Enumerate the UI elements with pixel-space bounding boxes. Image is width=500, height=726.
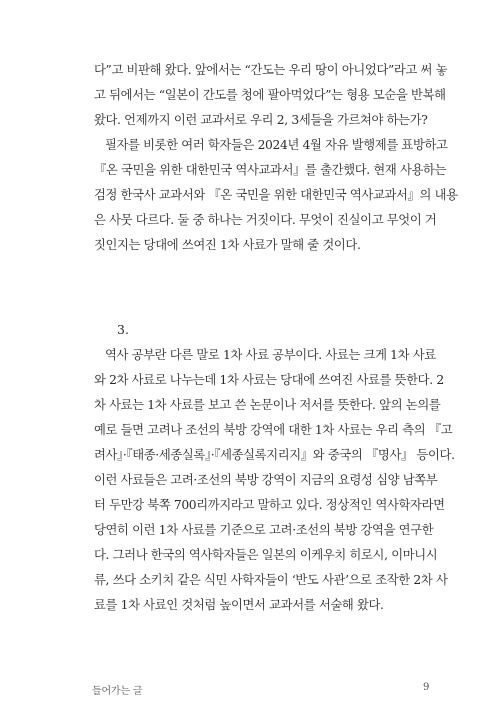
paragraph-3-line-6: 이런 사료들은 고려·조선의 북방 강역이 지금의 요령성 심양 남쪽부	[94, 473, 438, 487]
paragraph-3-line-1: 역사 공부란 다른 말로 1차 사료 공부이다. 사료는 크게 1차 사료	[105, 348, 436, 362]
running-footer-title: 들어가는 글	[92, 686, 143, 697]
paragraph-1-line-1: 다”고 비판해 왔다. 앞에서는 “간도는 우리 땅이 아니었다”라고 써 놓	[94, 63, 448, 77]
paragraph-1-line-3: 왔다. 언제까지 이런 교과서로 우리 2, 3세들을 가르쳐야 하는가?	[94, 113, 428, 127]
paragraph-3-line-3: 차 사료는 1차 사료를 보고 쓴 논문이나 저서를 뜻한다. 앞의 논의를	[94, 398, 441, 412]
paragraph-3-line-10: 류, 쓰다 소키치 같은 식민 사학자들이 ‘반도 사관’으로 조작한 2차 사	[94, 573, 448, 587]
section-number: 3.	[117, 322, 129, 337]
paragraph-2-line-2: 『온 국민을 위한 대한민국 역사교과서』를 출간했다. 현재 사용하는	[94, 163, 447, 177]
paragraph-2-line-1: 필자를 비롯한 여러 학자들은 2024년 4월 자유 발행제를 표방하고	[105, 138, 448, 152]
paragraph-3-line-8: 당연히 이런 1차 사료를 기준으로 고려·조선의 북방 강역을 연구한	[94, 523, 434, 537]
paragraph-1-line-2: 고 뒤에서는 “일본이 간도를 청에 팔아먹었다”는 형용 모순을 반복해	[94, 88, 446, 102]
paragraph-3-line-5: 려사』·『태종·세종실록』·『세종실록지리지』와 중국의 『명사』 등이다.	[94, 448, 455, 462]
paragraph-3-line-2: 와 2차 사료로 나누는데 1차 사료는 당대에 쓰여진 사료를 뜻한다. 2	[94, 373, 444, 387]
paragraph-2-line-5: 짓인지는 당대에 쓰여진 1차 사료가 말해 줄 것이다.	[94, 238, 361, 252]
paragraph-2-line-3: 검정 한국사 교과서와 『온 국민을 위한 대한민국 역사교과서』의 내용	[94, 188, 458, 202]
page-number: 9	[423, 682, 430, 693]
paragraph-3-line-7: 터 두만강 북쪽 700리까지라고 말하고 있다. 정상적인 역사학자라면	[94, 498, 445, 512]
paragraph-3-line-9: 다. 그러나 한국의 역사학자들은 일본의 이케우치 히로시, 이마니시	[94, 548, 438, 562]
paragraph-3-line-4: 예로 들면 고려나 조선의 북방 강역에 대한 1차 사료는 우리 측의 『고	[94, 423, 453, 437]
paragraph-2-line-4: 은 사뭇 다르다. 둘 중 하나는 거짓이다. 무엇이 진실이고 무엇이 거	[94, 213, 437, 227]
paragraph-3-line-11: 료를 1차 사료인 것처럼 높이면서 교과서를 서술해 왔다.	[94, 598, 384, 612]
